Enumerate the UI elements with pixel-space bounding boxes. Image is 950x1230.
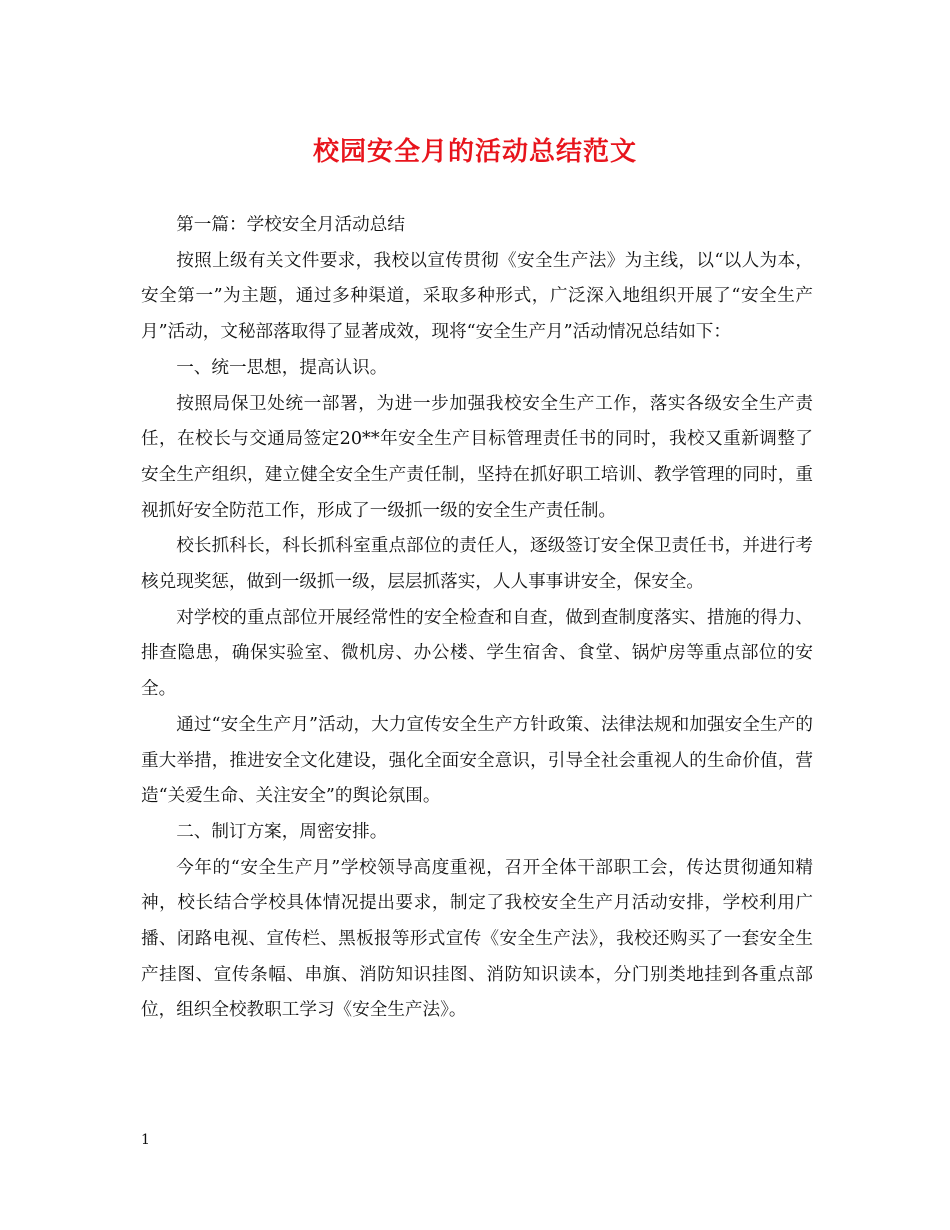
section-heading: 第一篇：学校安全月活动总结	[176, 215, 405, 235]
paragraph: 今年的“安全生产月”学校领导高度重视，召开全体干部职工会，传达贯彻通知精神，校长结合学校具体情况提出要求，制定了我校安全生产月活动安排，学校利用广播、闭路电视、宣传栏、黑板报等形式宣传《安全生产法》，我校还购买了一套安全生产挂图、宣传条幅、串旗、消防知识挂图、消防知识读本，分门别类地挂到各重点部位，组织全校教职工学习《安全生产法》。	[141, 857, 813, 1021]
subsection-heading: 二、制订方案，周密安排。	[176, 821, 388, 842]
paragraph: 对学校的重点部位开展经常性的安全检查和自查，做到查制度落实、措施的得力、排查隐患，确保实验室、微机房、办公楼、学生宿舍、食堂、锅炉房等重点部位的安全。	[141, 607, 813, 700]
subsection-heading: 一、统一思想，提高认识。	[176, 357, 388, 378]
paragraph: 校长抓科长，科长抓科室重点部位的责任人，逐级签订安全保卫责任书，并进行考核兑现奖惩，做到一级抓一级，层层抓落实，人人事事讲安全，保安全。	[141, 536, 813, 593]
page-number: 1	[141, 1132, 150, 1148]
paragraph: 按照局保卫处统一部署，为进一步加强我校安全生产工作，落实各级安全生产责任，在校长与交通局签定20**年安全生产目标管理责任书的同时，我校又重新调整了安全生产组织，建立健全安全生产责任制，坚持在抓好职工培训、教学管理的同时，重视抓好安全防范工作，形成了一级抓一级的安全生产责任制。	[141, 393, 813, 521]
paragraph: 通过“安全生产月”活动，大力宣传安全生产方针政策、法律法规和加强安全生产的重大举措，推进安全文化建设，强化全面安全意识，引导全社会重视人的生命价值，营造“关爱生命、关注安全”的舆论氛围。	[141, 714, 813, 807]
document-body	[141, 208, 813, 1029]
document-title: 校园安全月的活动总结范文	[312, 137, 637, 167]
paragraph: 按照上级有关文件要求，我校以宣传贯彻《安全生产法》为主线，以“以人为本，安全第一”为主题，通过多种渠道，采取多种形式，广泛深入地组织开展了“安全生产月”活动，文秘部落取得了显著成效，现将“安全生产月”活动情况总结如下：	[141, 250, 813, 343]
